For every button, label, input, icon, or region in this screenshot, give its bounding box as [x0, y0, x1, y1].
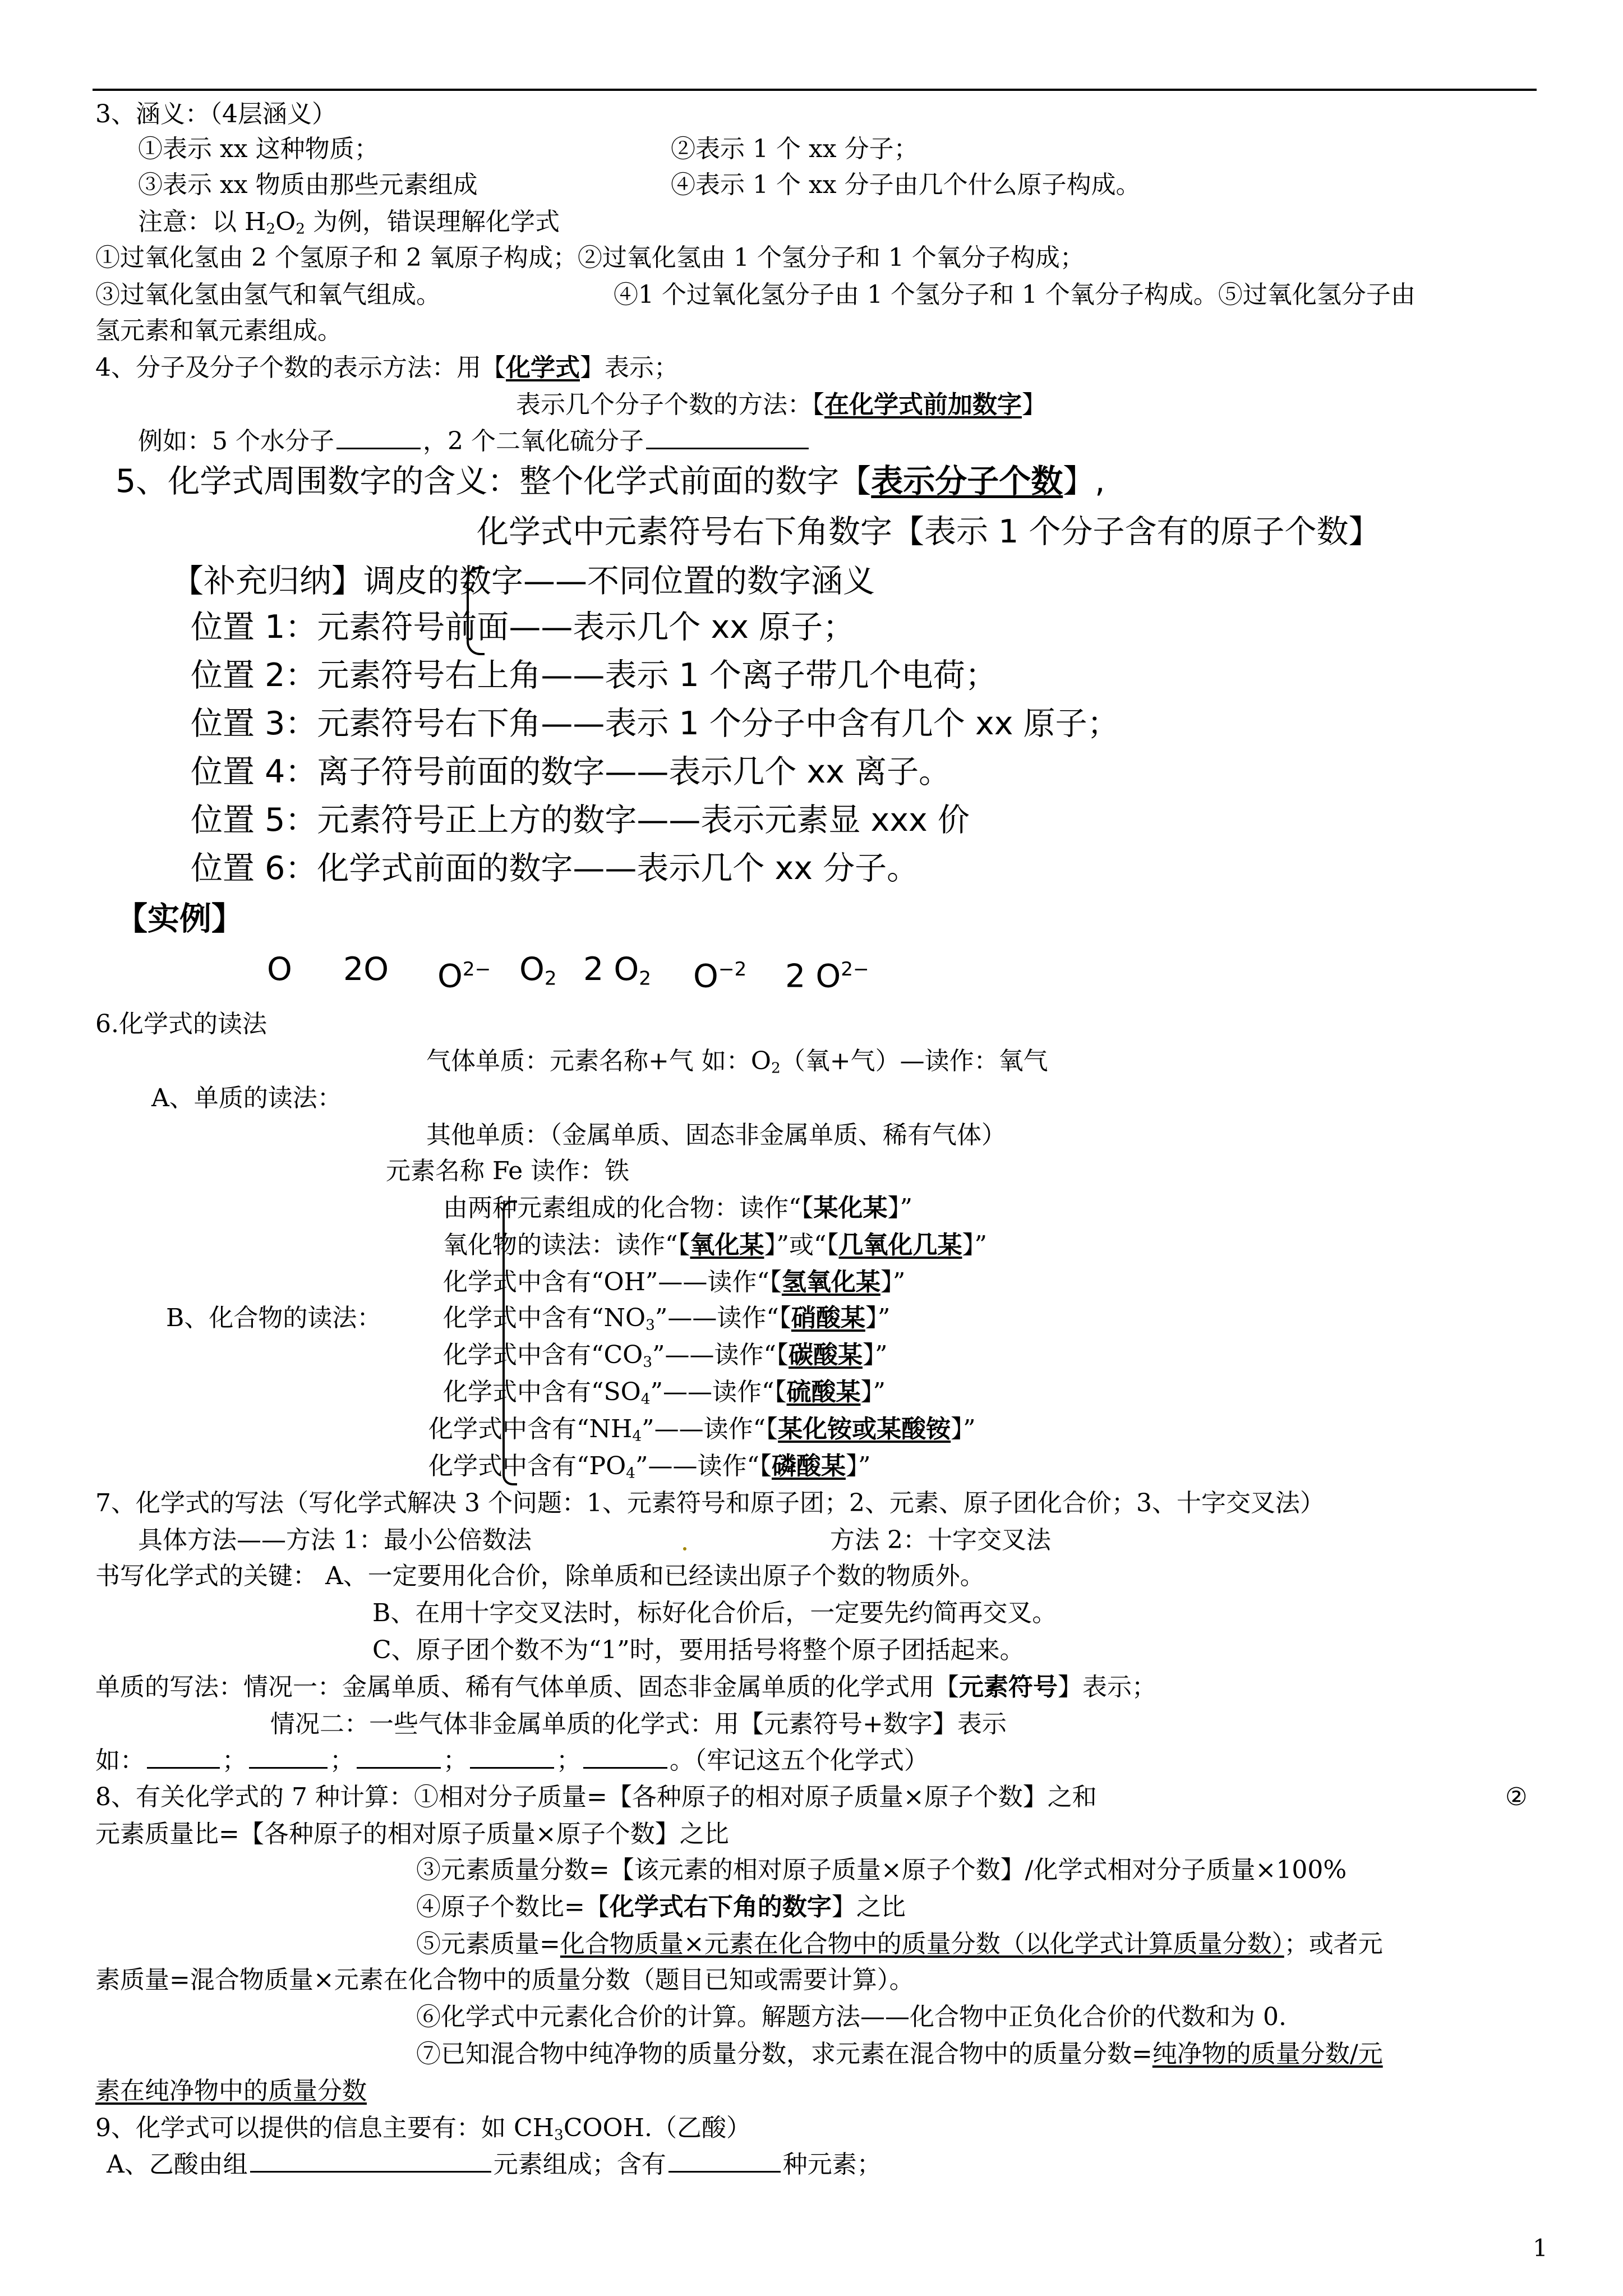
meaning-1: ①表示 xx 这种物质；: [138, 135, 379, 163]
example-O: O: [267, 951, 292, 988]
error-line-2a: ③过氧化氢由氢气和氧气组成。: [95, 280, 441, 309]
section-7-title: 7、化学式的写法（写化学式解决 3 个问题：1、元素符号和原子团；2、元素、原子团化合价；3、十字交叉法）: [95, 1489, 1325, 1517]
calc-2: 元素质量比=【各种原子的相对原子质量×原子个数】之比: [95, 1820, 729, 1848]
compound-reading-label: B、化合物的读法：: [166, 1304, 382, 1332]
key-point-a: 书写化学式的关键： A、一定要用化合价，除单质和已经读出原子个数的物质外。: [95, 1562, 985, 1590]
key-point-b: B、在用十字交叉法时，标好化合价后，一定要先约简再交叉。: [372, 1599, 1057, 1627]
calc-7: ⑦已知混合物中纯净物的质量分数，求元素在混合物中的质量分数=纯净物的质量分数/元: [416, 2040, 1383, 2068]
error-line-2b: ④1 个过氧化氢分子由 1 个氢分子和 1 个氧分子构成。⑤过氧化氢分子由: [614, 280, 1415, 309]
meaning-4: ④表示 1 个 xx 分子由几个什么原子构成。: [671, 171, 1141, 199]
phosphate-rule: 化学式中含有“$PO_4”——$读作“【磷酸某】”: [428, 1452, 871, 1482]
error-line-3: 氢元素和氧元素组成。: [95, 316, 342, 345]
binary-compound-rule: 由两种元素组成的化合物：读作“【某化某】”: [443, 1194, 912, 1222]
oxide-rule: 氧化物的读法：读作“【氧化某】”或“【几氧化几某】”: [443, 1231, 987, 1259]
examples-heading: 【实例】: [116, 900, 243, 937]
page-number: 1: [1533, 2234, 1548, 2262]
acetic-acid-question: A、乙酸由组 元素组成；含有 种元素；: [107, 2148, 882, 2180]
calc-5: ⑤元素质量=化合物质量×元素在化合物中的质量分数（以化学式计算质量分数）；或者元: [416, 1930, 1383, 1958]
carbonate-rule: 化学式中含有“$CO_3”——$读作“【碳酸某】”: [443, 1341, 888, 1371]
example-O2: $O_2$: [519, 951, 557, 990]
calc-4: ④原子个数比=【化学式右下角的数字】之比: [416, 1893, 906, 1921]
position-2: 位置 2：元素符号右上角——表示 1 个离子带几个电荷；: [191, 657, 997, 694]
method-1: 具体方法——方法 1：最小公倍数法: [138, 1526, 532, 1554]
calc-7-continued: 素在纯净物中的质量分数: [95, 2077, 367, 2105]
calc-3: ③元素质量分数=【该元素的相对原子质量×原子个数】/化学式相对分子质量×100%: [416, 1856, 1347, 1884]
section-5-title: 5、化学式周围数字的含义：整个化学式前面的数字【表示分子个数】,: [116, 463, 1105, 500]
section-4-title: 4、分子及分子个数的表示方法：用【化学式】表示；: [95, 353, 679, 382]
section-9-title: 9、化学式可以提供的信息主要有：如 $CH_3COOH$.（乙酸）: [95, 2114, 751, 2144]
stray-dot: [683, 1547, 686, 1550]
meaning-3: ③表示 xx 物质由那些元素组成: [138, 171, 478, 199]
element-name-example: 元素名称 Fe 读作：铁: [386, 1157, 630, 1185]
section-5-subscript-meaning: 化学式中元素符号右下角数字【表示 1 个分子含有的原子个数】: [477, 513, 1381, 550]
section-3-title: 3、涵义：（4层涵义）: [95, 100, 336, 128]
supplement-heading: 【补充归纳】调皮的数字——不同位置的数字涵义: [172, 563, 875, 600]
key-point-c: C、原子团个数不为“1”时，要用括号将整个原子团括起来。: [372, 1636, 1025, 1664]
error-line-1: ①过氧化氢由 2 个氢原子和 2 氧原子构成；②过氧化氢由 1 个氢分子和 1 个氧分子构成；: [95, 243, 1085, 272]
ammonium-rule: 化学式中含有“$NH_4”——$读作“【某化铵或某酸铵】”: [428, 1415, 976, 1445]
section-8-title: 8、有关化学式的 7 种计算：①相对分子质量=【各种原子的相对原子质量×原子个数】之和: [95, 1783, 1097, 1811]
calc-2-marker: ②: [1505, 1783, 1528, 1811]
example-2O: 2O: [343, 951, 389, 988]
five-formulas-line: 如： ； ； ； ； 。（牢记这五个化学式）: [95, 1745, 929, 1777]
gas-element-rule: 气体单质：元素名称+气 如：$O_2$（氧+气）—读作：氧气: [426, 1047, 1048, 1077]
nitrate-rule: 化学式中含有“$NO_3”——$读作“【硝酸某】”: [443, 1304, 891, 1334]
other-element-rule: 其他单质：（金属单质、固态非金属单质、稀有气体）: [426, 1121, 1006, 1149]
example-O-ion: $O^{2-}$: [437, 958, 491, 995]
example-2O-ion: 2 $O^{2-}$: [785, 958, 869, 995]
position-3: 位置 3：元素符号右下角——表示 1 个分子中含有几个 xx 原子；: [191, 705, 1119, 742]
hydroxide-rule: 化学式中含有“OH”——读作“【氢氧化某】”: [443, 1268, 906, 1296]
position-4: 位置 4：离子符号前面的数字——表示几个 xx 离子。: [191, 753, 951, 790]
header-rule: [93, 89, 1537, 91]
element-reading-label: A、单质的读法：: [151, 1084, 342, 1112]
position-1: 位置 1：元素符号前面——表示几个 xx 原子；: [191, 609, 855, 646]
section-4-example: 例如：5 个水分子 ，2 个二氧化硫分子: [138, 425, 811, 457]
example-2O2: 2 $O_2$: [583, 951, 652, 990]
element-writing-case-2: 情况二：一些气体非金属单质的化学式：用【元素符号+数字】表示: [270, 1710, 1007, 1738]
sulfate-rule: 化学式中含有“$SO_4”——$读作“【硫酸某】”: [443, 1378, 886, 1408]
calc-5-continued: 素质量=混合物质量×元素在化合物中的质量分数（题目已知或需要计算）。: [95, 1966, 914, 1994]
example-valence-O: $O^{-2}$: [693, 958, 747, 995]
position-5: 位置 5：元素符号正上方的数字——表示元素显 xxx 价: [191, 802, 970, 839]
note-line: 注意：以 $H_2O_2$ 为例，错误理解化学式: [138, 208, 560, 238]
meaning-2: ②表示 1 个 xx 分子；: [671, 135, 919, 163]
method-2: 方法 2：十字交叉法: [830, 1526, 1051, 1554]
section-6-title: 6.化学式的读法: [95, 1010, 267, 1038]
element-writing-case-1: 单质的写法：情况一：金属单质、稀有气体单质、固态非金属单质的化学式用【元素符号】表示；: [95, 1673, 1156, 1701]
position-6: 位置 6：化学式前面的数字——表示几个 xx 分子。: [191, 850, 919, 887]
section-4-method: 表示几个分子个数的方法：【在化学式前加数字】: [516, 390, 1046, 419]
calc-6: ⑥化学式中元素化合价的计算。解题方法——化合物中正负化合价的代数和为 0.: [416, 2003, 1287, 2031]
